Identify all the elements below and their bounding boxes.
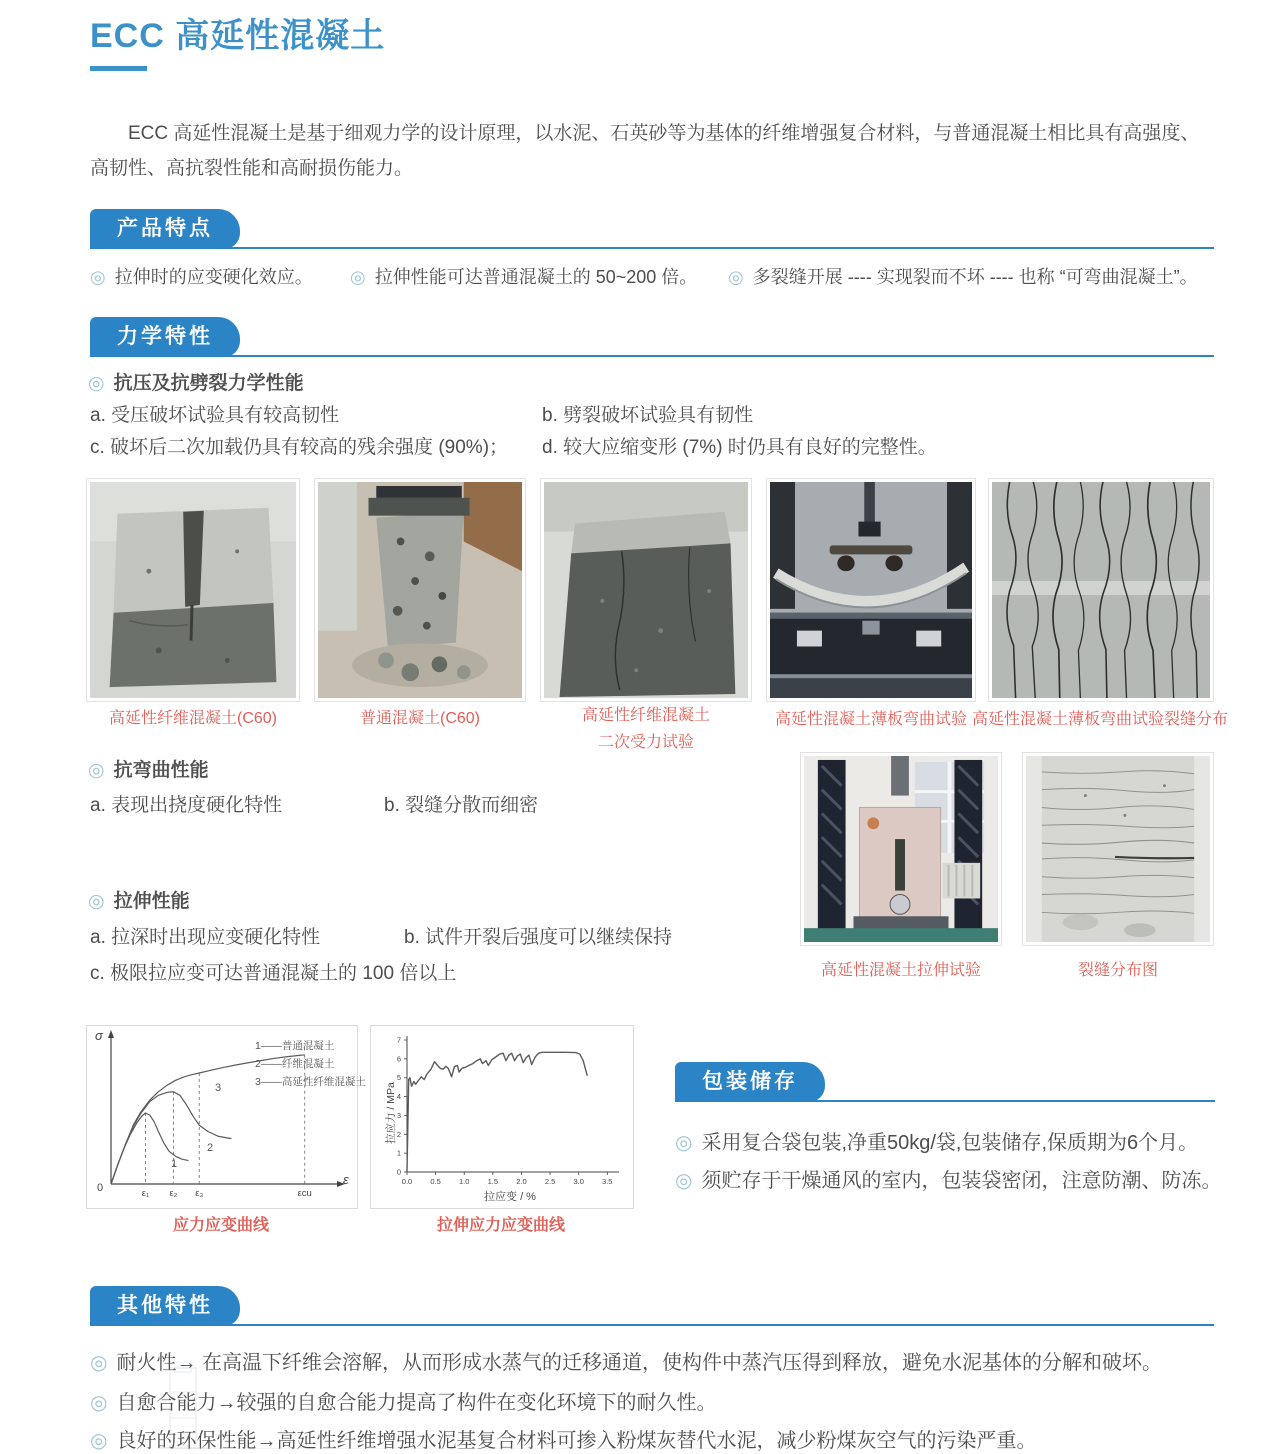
svg-text:3.0: 3.0 xyxy=(573,1177,584,1186)
packaging-item-2-text: 须贮存于干燥通风的室内，包装袋密闭，注意防潮、防冻。 xyxy=(701,1170,1222,1192)
compression-subtitle xyxy=(88,368,304,395)
svg-text:2.5: 2.5 xyxy=(544,1177,556,1186)
bending-item-a: a. 表现出挠度硬化特性 xyxy=(90,795,283,816)
other-item-1 xyxy=(90,1346,1162,1375)
curve-label-1: 1 xyxy=(171,1158,178,1170)
schematic-y-axis-label: σ xyxy=(95,1028,103,1043)
ring-bullet-icon: ◎ xyxy=(350,267,366,287)
compression-subtitle-text: 抗压及抗劈裂力学性能 xyxy=(113,373,304,394)
tensile-subtitle-text: 拉伸性能 xyxy=(113,891,190,912)
svg-text:7: 7 xyxy=(396,1035,401,1045)
packaging-item-1-text: 采用复合袋包装,净重50kg/袋,包装储存,保质期为6个月。 xyxy=(701,1132,1199,1154)
svg-text:εcu: εcu xyxy=(297,1188,312,1199)
ring-bullet-icon: ◎ xyxy=(675,1132,693,1154)
figure-caption-1: 高延性纤维混凝土(C60) xyxy=(108,710,277,727)
schematic-origin-label: 0 xyxy=(97,1182,104,1194)
tensile-y-axis-label: 拉应力 / MPa xyxy=(385,1082,397,1144)
watermark-baseline xyxy=(170,1448,740,1449)
bending-test-illustration xyxy=(770,482,972,698)
crack-map-illustration xyxy=(1026,756,1210,942)
figure-caption-5: 高延性混凝土薄板弯曲试验裂缝分布 xyxy=(971,711,1228,728)
stress-strain-schematic-chart xyxy=(86,1025,366,1209)
feature-item-2 xyxy=(350,263,697,289)
section-rule-packaging xyxy=(675,1100,1215,1102)
schematic-legend-entry-3: 3——高延性纤维混凝土 xyxy=(255,1076,366,1088)
ring-bullet-icon: ◎ xyxy=(90,1352,108,1374)
tensile-item-c: c. 极限拉应变可达普通混凝土的 100 倍以上 xyxy=(90,963,457,984)
figure-caption-4: 高延性混凝土薄板弯曲试验 xyxy=(774,711,967,728)
figure-caption-3-line2: 二次受力试验 xyxy=(597,734,694,751)
photo-caption-crack-map: 裂缝分布图 xyxy=(1077,962,1158,979)
svg-text:ε₂: ε₂ xyxy=(169,1188,178,1199)
svg-text:4: 4 xyxy=(396,1092,401,1102)
curve-label-2: 2 xyxy=(207,1142,214,1154)
schematic-legend-entry-1: 1——普通混凝土 xyxy=(255,1040,335,1052)
ring-bullet-icon: ◎ xyxy=(90,1392,108,1414)
tensile-chart-canvas xyxy=(371,1026,631,1206)
svg-text:2.0: 2.0 xyxy=(516,1177,527,1186)
packaging-item-1 xyxy=(675,1126,1198,1155)
tensile-subtitle xyxy=(88,886,190,913)
curve-label-3: 3 xyxy=(215,1082,222,1094)
feature-item-1-text: 拉伸时的应变硬化效应。 xyxy=(114,267,313,287)
crushed-column-illustration xyxy=(318,482,522,698)
svg-text:2: 2 xyxy=(396,1129,401,1139)
ring-bullet-icon: ◎ xyxy=(88,760,105,781)
tensile-machine-illustration xyxy=(804,756,998,942)
photo-crack-distribution-map xyxy=(1022,752,1214,946)
section-tab-other: 其他特性 xyxy=(90,1286,240,1326)
svg-text:3.5: 3.5 xyxy=(602,1177,613,1186)
feature-item-3 xyxy=(728,263,1198,289)
svg-text:3: 3 xyxy=(396,1110,401,1120)
section-rule-other xyxy=(90,1324,1214,1326)
compression-item-d: d. 较大应缩变形 (7%) 时仍具有良好的完整性。 xyxy=(542,437,937,458)
photo-tensile-test-machine xyxy=(800,752,1002,946)
other-item-2-text: 自愈合能力→较强的自愈合能力提高了构件在变化环境下的耐久性。 xyxy=(116,1392,717,1414)
dark-block-illustration xyxy=(544,482,748,698)
figure-caption-2: 普通混凝土(C60) xyxy=(359,710,480,727)
bending-subtitle xyxy=(88,755,209,782)
other-item-1-text: 耐火性→ 在高温下纤维会溶解，从而形成水蒸气的迁移通道，使构件中蒸汽压得到释放，避免水泥基体的分解和破坏。 xyxy=(116,1352,1163,1374)
ring-bullet-icon: ◎ xyxy=(675,1170,693,1192)
bending-item-b: b. 裂缝分散而细密 xyxy=(384,795,539,816)
tensile-stress-strain-chart xyxy=(370,1025,634,1209)
chart-caption-stress-strain: 应力应变曲线 xyxy=(172,1217,269,1234)
chart-caption-tensile: 拉伸应力应变曲线 xyxy=(436,1217,565,1234)
tensile-item-a: a. 拉深时出现应变硬化特性 xyxy=(90,927,321,948)
photo-ductile-concrete-cube xyxy=(86,478,300,702)
bending-subtitle-text: 抗弯曲性能 xyxy=(113,760,209,781)
schematic-x-axis-label: ε xyxy=(343,1172,349,1187)
svg-text:0.5: 0.5 xyxy=(430,1177,441,1186)
svg-text:ε₃: ε₃ xyxy=(195,1188,204,1199)
tensile-x-axis-label: 拉应变 / % xyxy=(484,1191,536,1203)
concrete-cube-illustration xyxy=(90,482,296,698)
svg-text:ε₁: ε₁ xyxy=(141,1188,150,1199)
other-item-3-text: 良好的环保性能→高延性纤维增强水泥基复合材料可掺入粉煤灰替代水泥，减少粉煤灰空气的污染严重。 xyxy=(116,1430,1037,1452)
section-tab-packaging: 包装储存 xyxy=(675,1062,825,1102)
ring-bullet-icon: ◎ xyxy=(88,373,105,394)
tensile-item-b: b. 试件开裂后强度可以继续保持 xyxy=(404,927,673,948)
section-tab-mechanics: 力学特性 xyxy=(90,317,240,357)
photo-caption-tensile-test: 高延性混凝土拉伸试验 xyxy=(820,962,981,979)
title-underline xyxy=(90,66,147,71)
figure-caption-3-line1: 高延性纤维混凝土 xyxy=(581,707,710,724)
compression-item-c: c. 破坏后二次加载仍具有较高的残余强度 (90%)； xyxy=(90,437,509,458)
photo-ordinary-concrete-crushed xyxy=(314,478,526,702)
svg-text:1.5: 1.5 xyxy=(487,1177,499,1186)
section-tab-features: 产品特点 xyxy=(90,209,240,249)
feature-item-2-text: 拉伸性能可达普通混凝土的 50~200 倍。 xyxy=(374,267,698,287)
ring-bullet-icon: ◎ xyxy=(728,267,744,287)
svg-text:0.0: 0.0 xyxy=(401,1177,413,1186)
ring-bullet-icon: ◎ xyxy=(90,267,106,287)
intro-paragraph: ECC 高延性混凝土是基于细观力学的设计原理，以水泥、石英砂等为基体的纤维增强复合材料，与普通混凝土相比具有高强度、高韧性、高抗裂性能和高耐损伤能力。 xyxy=(90,123,1200,179)
svg-text:0: 0 xyxy=(396,1167,401,1177)
photo-thin-plate-bending-test xyxy=(766,478,976,702)
section-rule-mechanics xyxy=(90,355,1214,357)
schematic-legend-entry-2: 2——纤维混凝土 xyxy=(255,1058,335,1070)
watermark-tower-sketch xyxy=(148,1362,218,1454)
feature-item-1 xyxy=(90,263,313,289)
svg-text:5: 5 xyxy=(396,1073,401,1083)
ring-bullet-icon: ◎ xyxy=(90,1430,108,1452)
photo-secondary-loading-test xyxy=(540,478,752,702)
photo-bending-crack-distribution xyxy=(988,478,1214,702)
compression-item-a: a. 受压破坏试验具有较高韧性 xyxy=(90,405,340,426)
ring-bullet-icon: ◎ xyxy=(88,891,105,912)
packaging-item-2 xyxy=(675,1164,1221,1193)
svg-text:6: 6 xyxy=(396,1054,401,1064)
feature-item-3-text: 多裂缝开展 ---- 实现裂而不坏 ---- 也称 “可弯曲混凝土”。 xyxy=(752,267,1198,287)
svg-text:1.0: 1.0 xyxy=(459,1177,470,1186)
crack-pattern-illustration xyxy=(992,482,1210,698)
svg-text:1: 1 xyxy=(396,1148,401,1158)
section-rule-features xyxy=(90,247,1214,249)
compression-item-b: b. 劈裂破坏试验具有韧性 xyxy=(542,405,754,426)
page-title: ECC 高延性混凝土 xyxy=(90,17,386,55)
